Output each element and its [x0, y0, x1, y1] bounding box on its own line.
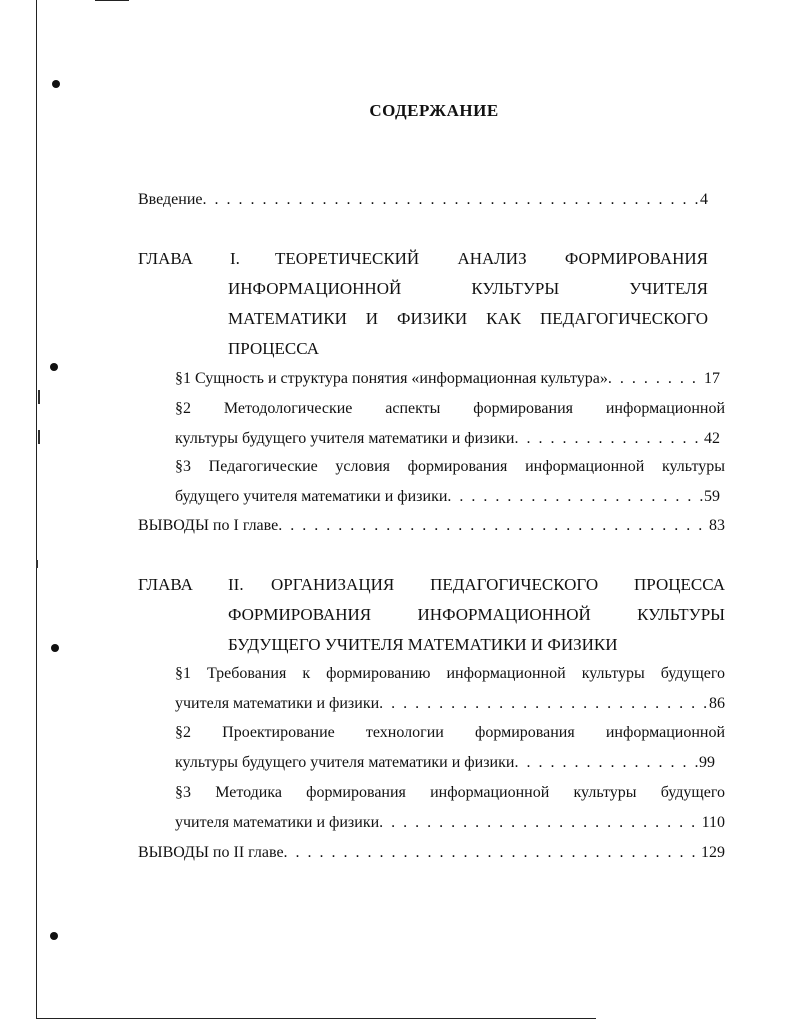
toc-entry-intro	[138, 185, 708, 215]
scan-border-left	[36, 0, 37, 1018]
toc-entry-conclusion-2	[138, 838, 725, 868]
scan-speck	[38, 390, 40, 404]
toc-page-number: 110	[701, 814, 725, 831]
chapter-title-line-4: ПРОЦЕССА	[228, 339, 319, 358]
toc-entry-text: ВЫВОДЫ по I главе	[138, 517, 279, 534]
toc-entry-conclusion-1	[138, 511, 725, 541]
toc-entry-text: §1 Сущность и структура понятия «информационная культура»	[175, 370, 608, 387]
punch-hole-mark	[52, 80, 60, 88]
chapter-1-heading	[138, 244, 708, 364]
scan-border-bottom	[36, 1018, 596, 1019]
chapter-numeral: II.	[228, 575, 244, 594]
punch-hole-mark	[50, 363, 58, 371]
toc-entry-1-1	[175, 364, 720, 394]
toc-entry-text: §3 Методика формирования информационной культуры будущего	[175, 784, 725, 801]
punch-hole-mark	[50, 932, 58, 940]
dot-leader	[203, 185, 701, 215]
toc-entry-text: Введение	[138, 191, 203, 208]
dot-leader	[514, 424, 704, 454]
toc-entry-text: §1 Требования к формированию информационной культуры будущего	[175, 665, 725, 682]
chapter-title-line-1: ТЕОРЕТИЧЕСКИЙ АНАЛИЗ ФОРМИРОВАНИЯ	[275, 249, 708, 268]
toc-entry-text: §2 Проектирование технологии формирования информационной	[175, 724, 725, 741]
scan-border-top	[95, 0, 129, 1]
chapter-2-heading	[138, 570, 725, 660]
toc-page-number: 99	[699, 754, 715, 771]
toc-entry-text: §3 Педагогические условия формирования информационной культуры	[175, 458, 725, 475]
dot-leader	[284, 838, 701, 868]
toc-page-number: 86	[709, 695, 725, 712]
chapter-label: ГЛАВА	[138, 249, 193, 268]
dot-leader	[379, 689, 709, 719]
page-title: СОДЕРЖАНИЕ	[369, 101, 499, 120]
dot-leader	[514, 748, 699, 778]
toc-entry-text: §2 Методологические аспекты формирования информационной	[175, 400, 725, 417]
chapter-title-line-2: ФОРМИРОВАНИЯ ИНФОРМАЦИОННОЙ КУЛЬТУРЫ	[228, 605, 725, 624]
toc-page-number: 83	[709, 517, 725, 534]
toc-entry-text-cont: будущего учителя математики и физики	[175, 488, 448, 505]
toc-entry-text-cont: учителя математики и физики	[175, 695, 380, 712]
toc-page-number: 129	[701, 844, 725, 861]
toc-page-number: 42	[704, 430, 720, 447]
chapter-title-line-1: ОРГАНИЗАЦИЯ ПЕДАГОГИЧЕСКОГО ПРОЦЕССА	[271, 575, 725, 594]
toc-page-number: 17	[704, 370, 720, 387]
scan-speck	[36, 560, 38, 568]
chapter-title-line-3: БУДУЩЕГО УЧИТЕЛЯ МАТЕМАТИКИ И ФИЗИКИ	[228, 635, 618, 654]
toc-entry-2-2	[175, 718, 725, 778]
toc-entry-1-2	[175, 394, 725, 454]
toc-page-number: 4	[700, 191, 708, 208]
scan-speck	[38, 430, 40, 444]
toc-entry-2-1	[175, 659, 725, 719]
punch-hole-mark	[51, 644, 59, 652]
dot-leader	[608, 364, 704, 394]
toc-entry-text-cont: культуры будущего учителя математики и физики	[175, 430, 515, 447]
dot-leader	[379, 808, 701, 838]
toc-entry-text-cont: учителя математики и физики	[175, 814, 380, 831]
toc-page-number: 59	[704, 488, 720, 505]
chapter-label: ГЛАВА	[138, 575, 193, 594]
toc-entry-text: ВЫВОДЫ по II главе	[138, 844, 284, 861]
dot-leader	[278, 511, 709, 541]
dot-leader	[447, 482, 704, 512]
toc-entry-2-3	[175, 778, 725, 838]
toc-entry-text-cont: культуры будущего учителя математики и физики	[175, 754, 515, 771]
chapter-title-line-3: МАТЕМАТИКИ И ФИЗИКИ КАК ПЕДАГОГИЧЕСКОГО	[228, 309, 708, 328]
toc-entry-1-3	[175, 452, 725, 512]
chapter-numeral: I.	[230, 249, 240, 268]
chapter-title-line-2: ИНФОРМАЦИОННОЙ КУЛЬТУРЫ УЧИТЕЛЯ	[228, 279, 708, 298]
